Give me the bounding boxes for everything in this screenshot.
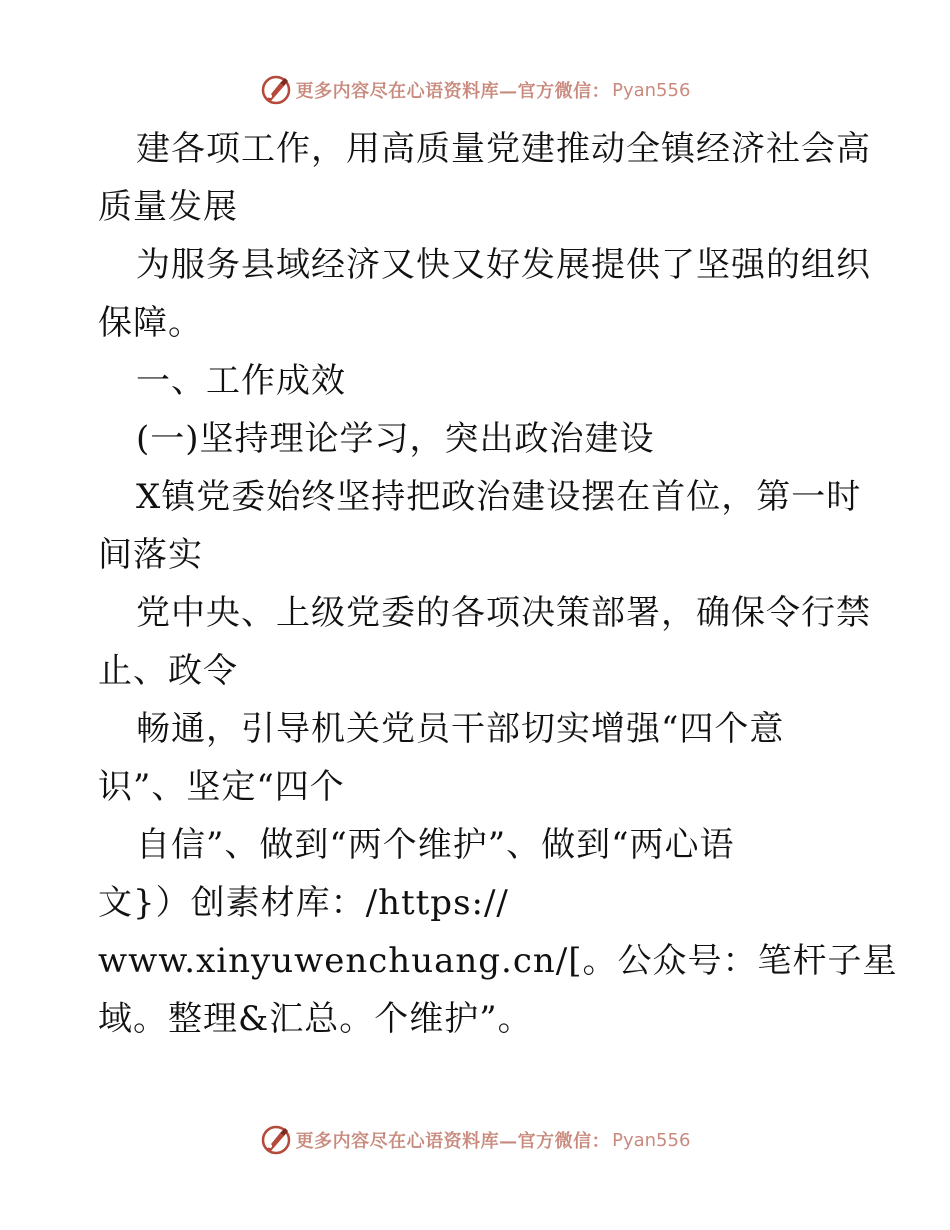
quill-seal-logo-icon (260, 74, 292, 106)
header-banner-text: 更多内容尽在心语资料库—官方微信： (295, 81, 611, 102)
footer-wechat-id: Pyan556 (612, 1129, 691, 1151)
paragraph-line: 质量发展 (98, 187, 238, 227)
paragraph-line: 文}）创素材库：/https:// (98, 883, 509, 923)
paragraph-line: 建各项工作，用高质量党建推动全镇经济社会高 (136, 129, 871, 169)
paragraph-line: 间落实 (98, 535, 203, 575)
paragraph-line: 识”、坚定“四个 (98, 767, 345, 807)
header-banner (0, 70, 950, 110)
section-heading: 一、工作成效 (136, 361, 346, 401)
paragraph-line: X镇党委始终坚持把政治建设摆在首位，第一时 (136, 477, 862, 517)
document-body (98, 120, 898, 1048)
paragraph-line: 党中央、上级党委的各项决策部署，确保令行禁 (136, 593, 871, 633)
quill-seal-logo-icon (260, 1124, 292, 1156)
paragraph-line: 为服务县域经济又快又好发展提供了坚强的组织 (136, 245, 871, 285)
paragraph-line: www.xinyuwenchuang.cn/[。公众号：笔杆子星 (98, 941, 898, 981)
header-wechat-id: Pyan556 (612, 79, 691, 101)
footer-banner-text: 更多内容尽在心语资料库—官方微信： (295, 1131, 611, 1152)
paragraph-line: 止、政令 (98, 651, 238, 691)
paragraph-line: 保障。 (98, 303, 203, 343)
paragraph-line: 畅通，引导机关党员干部切实增强“四个意 (136, 709, 785, 749)
footer-banner (0, 1120, 950, 1160)
paragraph-line: 自信”、做到“两个维护”、做到“两心语 (136, 825, 735, 865)
subsection-heading: (一)坚持理论学习，突出政治建设 (136, 419, 655, 459)
paragraph-line: 域。整理&汇总。个维护”。 (98, 999, 533, 1039)
